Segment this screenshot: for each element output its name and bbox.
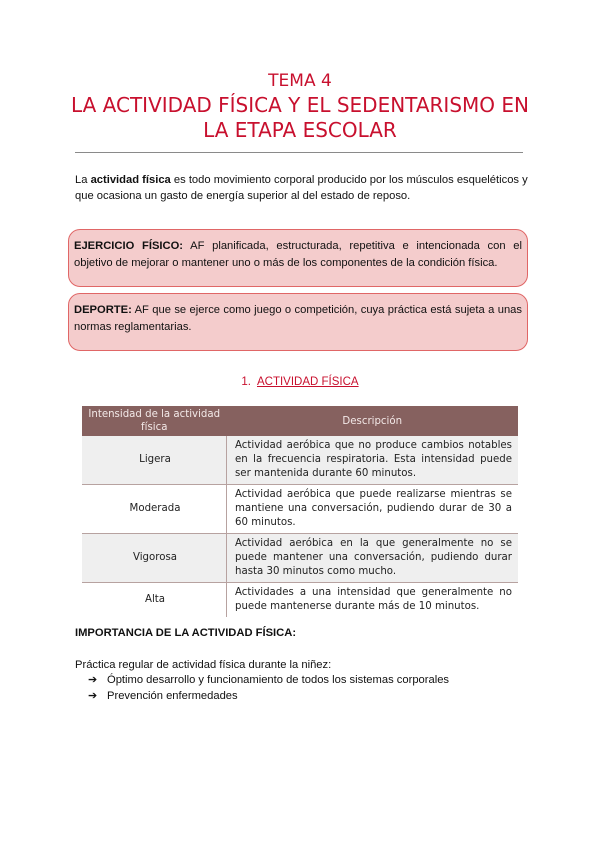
list-item	[88, 672, 449, 688]
definition-text: AF planificada, estructurada, repetitiva e intencionada con el objetivo de mejorar o mantener uno o más de los componentes de la condición física.	[74, 240, 523, 269]
table-row	[82, 485, 518, 534]
section-heading	[0, 376, 600, 388]
list-item	[88, 688, 449, 704]
importance-list	[88, 672, 449, 704]
intensity-description: Actividades a una intensidad que generalmente no puede mantenerse durante más de 10 minutos.	[235, 587, 512, 612]
title-line-2: LA ETAPA ESCOLAR	[203, 118, 397, 142]
list-item-text: Prevención enfermedades	[107, 690, 238, 702]
table-row	[82, 534, 518, 583]
intensity-level: Moderada	[82, 485, 227, 534]
definition-box-deporte	[68, 293, 528, 351]
title-block	[0, 70, 600, 143]
definition-term: DEPORTE:	[74, 304, 132, 316]
definition-term: EJERCICIO FÍSICO:	[74, 240, 184, 252]
intro-paragraph	[75, 172, 530, 204]
page-title	[0, 93, 600, 143]
definition-text: AF que se ejerce como juego o competición, cuya práctica está sujeta a unas normas reglamentarias.	[74, 304, 522, 333]
intro-prefix: La	[75, 174, 91, 186]
importance-heading: IMPORTANCIA DE LA ACTIVIDAD FÍSICA:	[75, 627, 297, 639]
section-number: 1.	[241, 376, 251, 388]
arrow-right-icon: ➔	[88, 690, 98, 702]
table-header-intensity: Intensidad de la actividad física	[82, 406, 227, 436]
section-title: ACTIVIDAD FÍSICA	[256, 376, 359, 388]
table-header-row	[82, 406, 518, 436]
intro-term: actividad física	[90, 174, 171, 186]
table-row	[82, 583, 518, 618]
intensity-level: Ligera	[82, 436, 227, 485]
intro-text: es todo movimiento corporal producido por los músculos esqueléticos y que ocasiona un gasto de energía superior al del estado de reposo.	[75, 174, 528, 202]
intensity-description: Actividad aeróbica en la que generalmente no se puede mantener una conversación, pudiendo durar hasta 30 minutos como mucho.	[227, 534, 519, 583]
intensity-description: Actividad aeróbica que no produce cambios notables en la frecuencia respiratoria. Esta intensidad puede ser mantenida durante 60 minutos.	[227, 436, 519, 485]
definition-box-ejercicio	[68, 229, 528, 287]
importance-intro: Práctica regular de actividad física durante la niñez:	[75, 659, 332, 671]
table-row	[82, 436, 518, 485]
arrow-right-icon: ➔	[88, 674, 98, 686]
intensity-level: Vigorosa	[82, 534, 227, 583]
list-item-text: Óptimo desarrollo y funcionamiento de todos los sistemas corporales	[107, 674, 450, 686]
intensity-description: Actividad aeróbica que puede realizarse mientras se mantiene una conversación, pudiendo durar de 30 a 60 minutos.	[227, 485, 519, 534]
intensity-table	[82, 406, 518, 617]
topic-number: TEMA 4	[268, 71, 332, 91]
intensity-level: Alta	[82, 583, 227, 618]
horizontal-divider	[75, 152, 523, 153]
table-header-description: Descripción	[227, 406, 519, 436]
title-line-1: LA ACTIVIDAD FÍSICA Y EL SEDENTARISMO EN	[71, 93, 529, 117]
